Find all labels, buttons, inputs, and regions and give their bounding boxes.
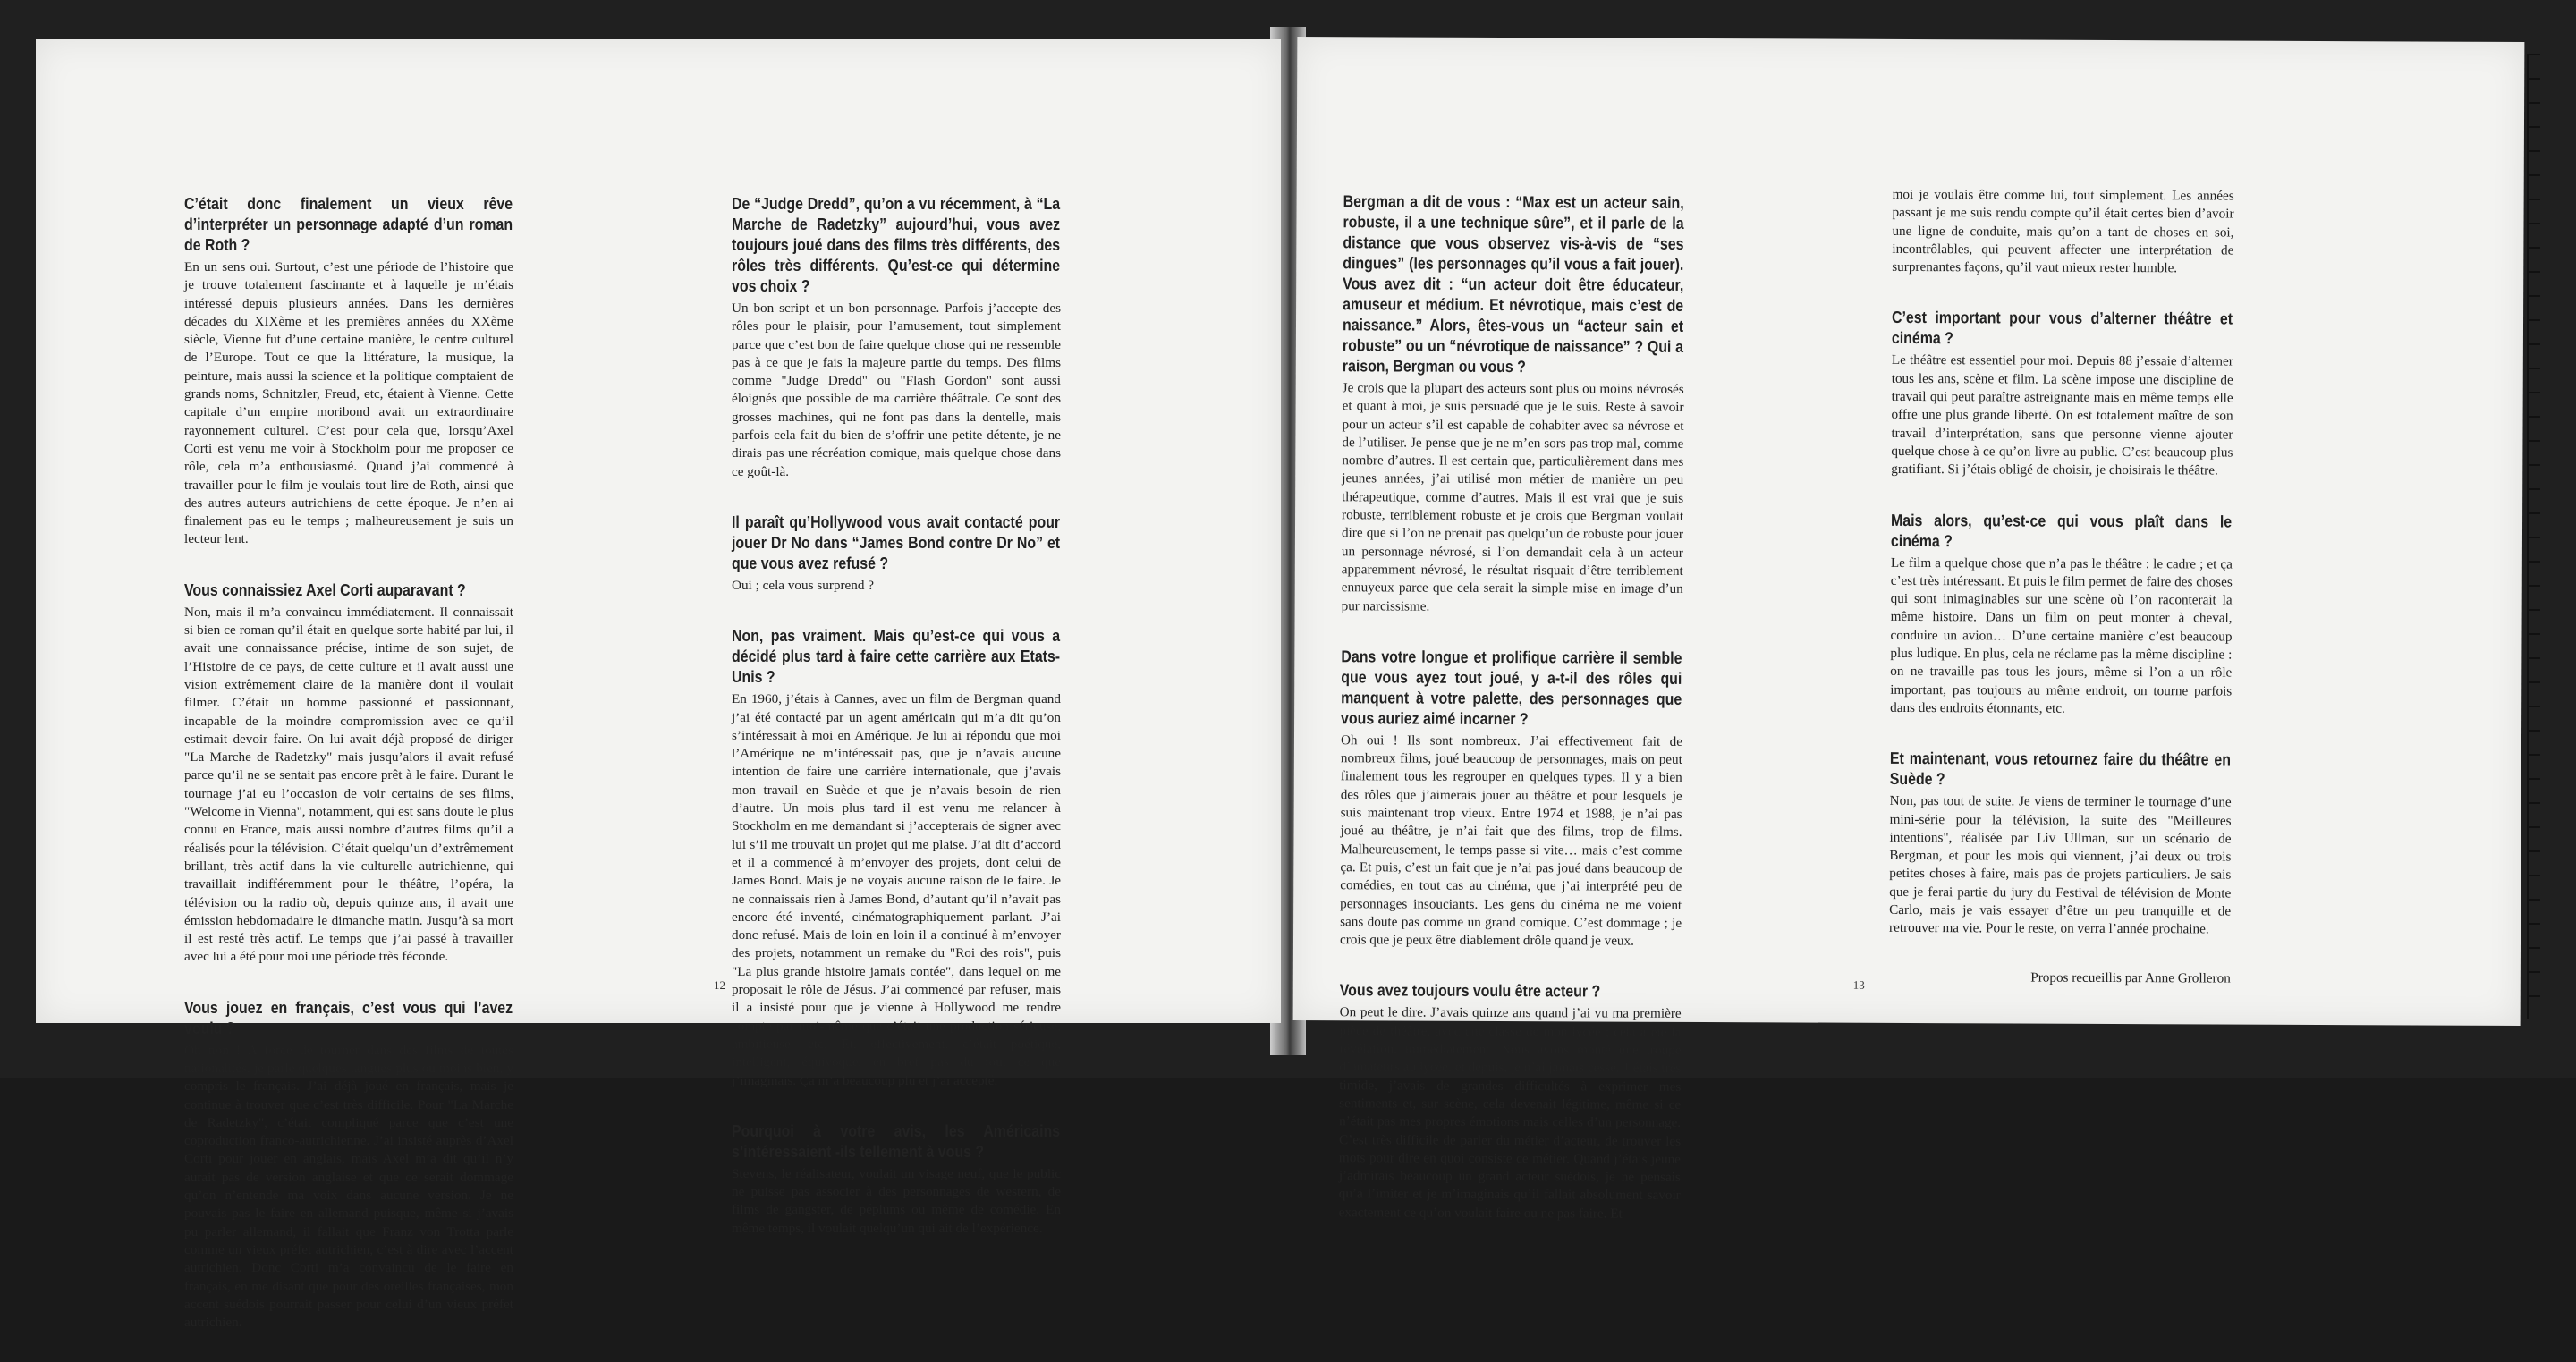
question-heading: Pourquoi à votre avis, les Américains s’intéressaient -ils tellement à vous ? [732,1121,1061,1161]
ruler-tick [2529,754,2540,756]
answer-text: Non, pas tout de suite. Je viens de terminer le tournage d’une mini-série pour la télévision, la suite des "Meilleures intentions", réalisée par Liv Ullman, sur un scénario de Bergman, et pour les mois qui viennent, j’ai deux ou trois petites choses à faire, mais pas de projets particuliers. Je sais que je ferai partie du jury du Festival de télévision de Monte Carlo, mais je vais essayer d’être un peu tranquille et de retrouver ma vie. Pour le reste, on verra l’année prochaine. [1889,793,2232,937]
right-column-2 [1889,186,2234,988]
qa-block [184,997,513,1332]
ruler-tick [2529,102,2540,104]
ruler-tick [2529,247,2540,249]
page-number: 12 [714,978,725,992]
right-page [1293,37,2525,1222]
ruler-tick [2529,706,2540,707]
qa-block [1891,307,2233,480]
answer-text: Oh oui ! Ils sont nombreux. J’ai effectivement fait de nombreux films, joué beaucoup de personnages, mais on peut finalement tous les regrouper en quelques types. Il y a bien des rôles que j’aimerais jouer au théâtre et pour lesquels je suis maintenant trop vieux. Entre 1974 et 1988, je n’ai pas joué au théâtre, je n’ai fait que des films, trop de films. Malheureusement, le temps passe si vite… mais c’est comme ça. Et puis, c’est un fait que je n’ai pas joué dans beaucoup de comédies, en tout cas au cinéma, que j’ai interprété peu de personnages insouciants. Les gens du cinéma ne me voient sans doute pas comme un grand comique. C’est dommage ; je crois que je peux être diablement drôle quand je veux. [1339,732,1683,949]
question-heading: Vous connaissiez Axel Corti auparavant ? [184,579,466,599]
ruler-tick [2529,54,2540,55]
qa-block [1342,190,1685,617]
ruler-tick [2529,199,2540,200]
ruler-tick [2529,150,2540,152]
question-heading: Vous avez toujours voulu être acteur ? [1339,980,1601,1001]
ruler-tick [2529,295,2540,297]
left-page [36,39,1281,1331]
qa-block [732,512,1061,595]
answer-text: Oh non ! A force de tourner dans des films de toutes nationalités, je parle quelques langues plus ou moins bien, y compris le français. J’ai déjà joué en français, mais je continue à trouver que c’est très difficile. Pour "La Marche de Radetzky", c’était compliqué parce que c’est une coproduction franco-autrichienne. J’ai insisté auprès d’Axel Corti pour jouer en anglais, mais Axel m’a dit qu’il n’y aurait pas de version anglaise et que ce serait dommage qu’on n’entende ma voix dans aucune version. Je ne pouvais pas le faire en allemand puisque, même si j’avais pu parler allemand, il fallait que Franz von Trotta parle comme un vieux préfet autrichien, c’est à dire avec l’accent autrichien. Donc Corti m’a convaincu de le faire en français, en me disant que pour des oreilles françaises, mon accent suédois pourrait passer pour celui d’un vieux préfet autrichien. [184,1042,513,1331]
ruler-tick [2529,947,2540,949]
ruler-tick [2529,392,2540,393]
ruler-tick [2529,995,2540,997]
ruler-tick [2529,730,2540,732]
ruler-tick [2529,633,2540,635]
question-heading: Non, pas vraiment. Mais qu’est-ce qui vous a décidé plus tard à faire cette carrière aux Etats-Unis ? [732,626,1061,687]
answer-text: moi je voulais être comme lui, tout simplement. Les années passant je me suis rendu compte qu’il était certes bien d’avoir une ligne de conduite, mais qu’on a tant de choses en soi, incontrôlables, qui peuvent affecter une interprétation de surprenantes façons, qu’il vaut mieux rester humble. [1892,186,2234,276]
qa-block [732,193,1061,481]
answer-text: Je crois que la plupart des acteurs sont plus ou moins névrosés et quant à moi, je suis persuadé que je le suis. Reste à savoir pour un acteur s’il est capable de cohabiter avec sa névrose et de l’utiliser. Je pense que je ne m’en sors pas trop mal, comme nombre d’autres. Il est certain que, particulièrement dans mes jeunes années, j’ai utilisé mon métier de manière un peu thérapeutique, comme d’autres. Mais il est vrai que je suis robuste, terriblement robuste et je crois que Bergman voulait dire que si l’on ne prenait pas quelqu’un de robuste pour jouer un personnage névrosé, si l’on demandait cela à un acteur apparemment névrosé, le résultat risquait d’être terriblement ennuyeux parce que cela serait la simple mise en image d’un pur narcissisme. [1341,380,1684,614]
ruler-tick [2529,681,2540,683]
ruler-tick [2529,585,2540,587]
answer-text: En un sens oui. Surtout, c’est une période de l’histoire que je trouve totalement fascinante et à laquelle je m’étais intéressé depuis plusieurs années. Dans les dernières décades du XIXème et les premières années du XXème siècle, Vienne fut d’une certaine manière, le centre culturel de l’Europe. Tout ce que la littérature, la musique, la peinture, mais aussi la science et la politique comptaient de grands noms, Schnitzler, Freud, etc, étaient à Vienne. Cette capitale d’un empire moribond avait un extraordinaire rayonnement culturel. C’est pour cela que, lorsqu’Axel Corti est venu me voir à Stockholm pour me proposer ce rôle, cela m’a enthousiasmé. Quand j’ai commencé à travailler pour le film je voulais tout lire de Roth, ainsi que des autres auteurs autrichiens de cette époque. Je n’en ai finalement pas eu le temps ; malheureusement je suis un lecteur lent. [184,259,513,547]
qa-block [1892,186,2233,278]
question-heading: De “Judge Dredd”, qu’on a vu récemment, à “La Marche de Radetzky” aujourd’hui, vous avez toujours joué dans des films très différents, des rôles très différents. Qu’est-ce qui détermine vos choix ? [732,194,1061,295]
ruler-tick [2529,78,2540,80]
qa-block [1339,980,1682,1223]
ruler-tick [2529,802,2540,804]
question-heading: Bergman a dit de vous : “Max est un acteur sain, robuste, il a une technique sûre”, et il parle de la distance que vous observez vis-à-vis de “ses dingues” (les personnages qu’il vous a fait jouer). Vous avez dit : “un acteur doit être éducateur, amuseur et médium. Et névrotique, mais c’est de naissance.” Alors, êtes-vous un “acteur sain et robuste” ou un “névrotique de naissance” ? Qui a raison, Bergman ou vous ? [1342,191,1684,376]
ruler-tick [2529,923,2540,925]
ruler-tick [2529,368,2540,369]
qa-block [1889,748,2232,939]
ruler-tick [2529,488,2540,490]
qa-block [184,193,513,549]
qa-block [184,579,513,967]
ruler-tick [2529,537,2540,538]
ruler-tick [2529,319,2540,321]
right-column-1 [1338,190,1684,1254]
ruler-tick [2529,223,2540,224]
ruler-tick [2529,416,2540,418]
question-heading: C’est important pour vous d’alterner théâtre et cinéma ? [1891,308,2233,348]
ruler-tick [2529,899,2540,901]
ruler-tick [2529,343,2540,345]
ruler-tick [2529,971,2540,973]
ruler-tick [2529,875,2540,876]
answer-text: Un bon script et un bon personnage. Parfois j’accepte des rôles pour le plaisir, pour l’amusement, tout simplement parce que c’est bon de faire quelque chose qui ne ressemble pas à ce que je fais la majeure partie du temps. Des films comme "Judge Dredd" ou "Flash Gordon" sont aussi éloignés que possible de ma carrière théâtrale. Ce sont des grosses machines, qui ne font pas dans la dentelle, mais parfois cela fait du bien de s’offrir une petite détente, je ne dirais pas une récréation comique, mais quelque chose dans ce goût-là. [732,300,1061,479]
page-number: 13 [1852,977,1865,992]
question-heading: Dans votre longue et prolifique carrière il semble que vous ayez tout joué, y a-t-il des rôles qui manquent à votre palette, des personnages que vous auriez aimé incarner ? [1341,647,1682,729]
ruler-tick [2529,440,2540,442]
left-column-1 [184,193,513,1362]
qa-block [1340,646,1682,951]
qa-block [732,625,1061,1090]
question-heading: Vous jouez en français, c’est vous qui l’avez voulu ? [184,997,513,1037]
answer-text: Le film a quelque chose que n’a pas le théâtre : le cadre ; et ça c’est très intéressant. Et puis le film permet de faire des choses qui sont inimaginables sur une scène où l’on raconterait la même histoire. Dans un film on peut monter à cheval, conduire un avion… D’une certaine manière c’est beaucoup plus ludique. En plus, cela ne réclame pas la même discipline : on ne travaille pas tous les jours, même si l’on a un rôle important, pas toujours au même endroit, on tourne parfois dans des endroits étonnants, etc. [1890,554,2233,716]
ruler-tick [2529,126,2540,128]
answer-text: En 1960, j’étais à Cannes, avec un film de Bergman quand j’ai été contacté par un agent américain qui m’a dit qu’on s’intéressait à moi en Amérique. Je lui ai répondu que moi l’Amérique ne m’intéressait pas, que je n’avais aucune intention de faire une carrière internationale, que j’avais mon travail en Suède et que je n’avais besoin de rien d’autre. Un mois plus tard il est venu me relancer à Stockholm en me demandant si j’accepterais de signer avec lui s’il me trouvait un projet qui me plaise. J’ai dit d’accord et il a commencé à m’envoyer des projets, dont celui de James Bond. Mais je ne voyais aucune raison de le faire. Je ne connaissais rien à James Bond, d’autant qu’il n’avait pas encore été inventé, cinématographiquement parlant. J’ai donc refusé. Mais de loin en loin il a continué à m’envoyer des projets, notamment un remake du "Roi des rois", puis "La plus grande histoire jamais contée", dans lequel on me proposait le rôle de Jésus. J’ai commencé par refuser, mais il a insisté pour que je vienne à Hollywood me rendre compte par moi-même que c’était une production sérieuse, ambitieuse, etc. Et, effectivement, c’était poétique, intelligent, équivoque, en bref pas du tout ce que j’imaginais. Ça m’a beaucoup plu et j’ai accepté. [732,691,1061,1088]
ruler-tick [2529,657,2540,659]
ruler-tick [2529,561,2540,563]
ruler-tick [2529,271,2540,273]
answer-text: Non, mais il m’a convaincu immédiatement. Il connaissait si bien ce roman qu’il était en quelque sorte habité par lui, il avait une connaissance précise, intime de son sujet, de l’Histoire de ce pays, de cette culture et il avait aussi une vision extrêmement claire de la manière dont il voulait filmer. C’était un homme passionné et passionnant, incapable de la moindre compromission avec ce qu’il estimait devoir faire. On lui avait déjà proposé de diriger "La Marche de Radetzky" mais jusqu’alors il avait refusé parce qu’il ne se sentait pas encore prêt à le faire. Durant le tournage j’ai eu l’occasion de voir certains de ses films, "Welcome in Vienna", notamment, qui est sans doute le plus connu en France, mais aussi nombre d’autres films qu’il a réalisés pour la télévision. C’était quelqu’un d’extrêmement brillant, très actif dans la vie culturelle autrichienne, qui travaillait indifféremment pour le théâtre, l’opéra, la télévision ou la radio où, depuis quinze ans, il avait une émission hebdomadaire le dimanche matin. Jusqu’à sa mort il est resté très actif. Le temps que j’ai passé à travailler avec lui a été pour moi une période très féconde. [184,604,513,965]
answer-text: On peut le dire. J’avais quinze ans quand j’ai vu ma première pièce de théâtre, avec une classe de mon lycée ; cela a été la révélation, immédiatement. Nous avons monté une troupe d’amateurs au lycée, et depuis, je n’ai jamais cessé. J’étais très timide, j’avais de grandes difficultés à exprimer mes sentiments et, sur scène, cela devenait légitime, même si ce n’était pas mes propres émotions mais celles d’un personnage. C’est très difficile de parler du métier d’acteur, de trouver les mots pour dire en quoi consiste ce métier. Quand j’étais jeune j’admirais beaucoup un grand acteur suédois, je ne pensais qu’à l’imiter et je m’imaginais qu’il fallait absolument savoir exactement ce qu’on voulait faire ou ne pas faire. Et [1338,1004,1682,1222]
left-column-2 [732,193,1061,1268]
qa-block [1890,509,2233,718]
answer-text: Stevens, le réalisateur, voulait un visage neuf, que le public ne puisse pas associer à des personnages de western, de films de gangster, de péplums ou même de comédie. En même temps, il voulait quelqu’un qui ait de l’expérience. [732,1165,1061,1236]
question-heading: C’était donc finalement un vieux rêve d’interpréter un personnage adapté d’un roman de Roth ? [184,194,513,254]
answer-text: Le théâtre est essentiel pour moi. Depuis 88 j’essaie d’alterner tous les ans, scène et film. La scène impose une discipline de travail qui peut paraître astreignante mais en même temps elle offre une plus grande liberté. On est totalement maître de son travail d’interprétation, sans que personne vienne ajouter quelque chose à ce qu’on livre au public. C’est beaucoup plus gratifiant. Si j’étais obligé de choisir, je choisirais le théâtre. [1891,352,2233,478]
scan-ruler [2527,54,2537,1019]
question-heading: Il paraît qu’Hollywood vous avait contacté pour jouer Dr No dans “James Bond contre Dr No” et que vous avez refusé ? [732,512,1061,572]
ruler-tick [2529,464,2540,466]
ruler-tick [2529,174,2540,176]
ruler-tick [2529,512,2540,514]
ruler-tick [2529,778,2540,780]
interview-credit: Propos recueillis par Anne Grolleron [2030,969,2231,986]
ruler-tick [2529,609,2540,611]
question-heading: Et maintenant, vous retournez faire du théâtre en Suède ? [1889,749,2232,789]
question-heading: Mais alors, qu’est-ce qui vous plaît dans le cinéma ? [1890,510,2233,550]
answer-text: Oui ; cela vous surprend ? [732,577,875,593]
qa-block [732,1121,1061,1238]
ruler-tick [2529,850,2540,852]
ruler-tick [2529,826,2540,828]
